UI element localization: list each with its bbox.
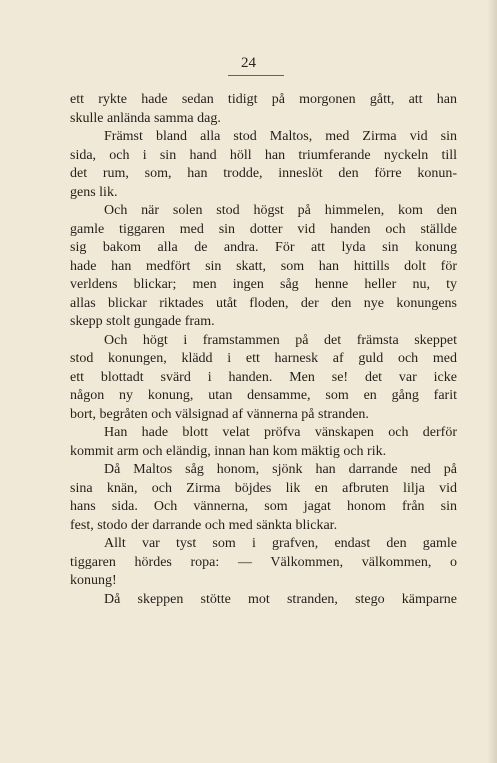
text-line: sida, och i sin hand höll han triumferande nyckeln till [70,147,457,163]
text-line: Och när solen stod högst på himmelen, kom den [104,203,457,218]
page-edge-shadow [487,0,497,763]
text-line: stod konungen, klädd i ett harnesk af guld och med [70,351,457,366]
text-line: skepp stolt gungade fram. [70,314,215,329]
text-line: Allt var tyst som i grafven, endast den gamle [104,536,457,551]
text-line: allas blickar riktades utåt floden, der den nye konungens [70,295,457,311]
text-line: konung! [70,573,117,588]
text-line: hade han medfört sin skatt, som han hittills dolt för [70,258,457,274]
text-line: sig bakom alla de andra. För att lyda sin konung [70,240,457,255]
text-line: skulle anlända samma dag. [70,110,221,126]
text-line: bort, begråten och välsignad af vännerna på stranden. [70,406,369,422]
body-text [70,91,457,609]
text-line: Och högt i framstammen på det främsta skeppet [104,332,457,348]
text-line: fest, stodo der darrande och med sänkta blickar. [70,517,338,533]
text-line: kommit arm och eländig, innan han kom mäktig och rik. [70,443,387,459]
text-line: Främst bland alla stod Maltos, med Zirma vid sin [104,129,457,144]
text-line: tiggaren hördes ropa: — Välkommen, välkommen, o [70,554,457,570]
text-line: det rum, som, han trodde, inneslöt den förre konun- [70,166,457,181]
text-line: ett blottadt svärd i handen. Men se! det var icke [70,369,457,385]
text-line: någon ny konung, utan densamme, som en gång farit [70,388,457,403]
page-number: 24 [241,55,256,71]
page-number-rule [228,75,284,76]
text-line: Då skeppen stötte mot stranden, stego kämparne [104,591,457,607]
text-line: hans sida. Och vännerna, som jagat honom från sin [70,499,457,514]
text-line: gamle tiggaren med sin dotter vid handen och ställde [70,221,457,237]
text-line: sina knän, och Zirma böjdes lik en afbruten lilja vid [70,480,457,496]
text-line: Han hade blott velat pröfva vänskapen och derför [104,425,457,440]
text-line: gens lik. [70,184,118,200]
text-line: Då Maltos såg honom, sjönk han darrande ned på [104,462,457,477]
text-line: ett rykte hade sedan tidigt på morgonen gått, att han [70,92,457,107]
text-line: verldens blickar; men ingen såg henne heller nu, ty [70,277,457,292]
